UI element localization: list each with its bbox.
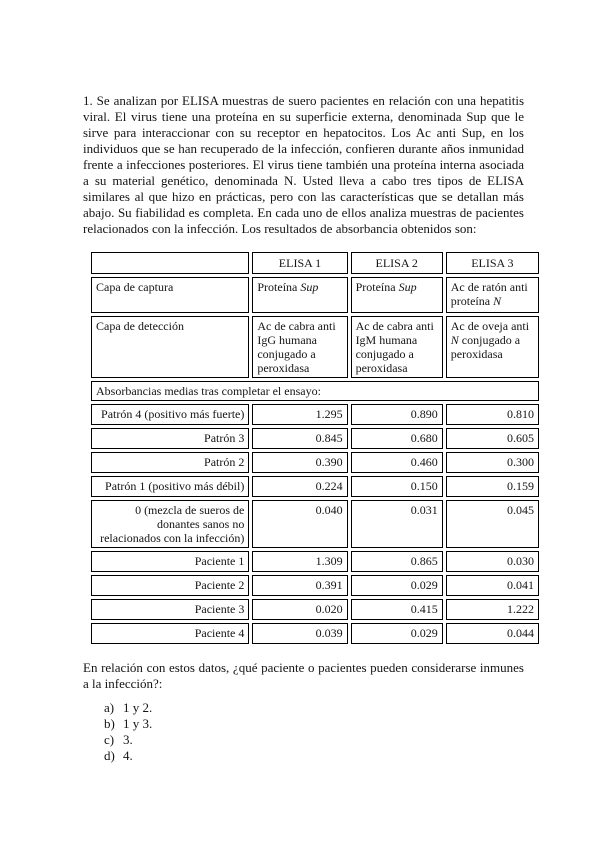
value-cell: 0.159 — [446, 476, 539, 497]
question-intro-paragraph: 1. Se analizan por ELISA muestras de suero pacientes en relación con una hepatitis viral. El virus tiene una proteína en su superficie externa, denominada Sup que le sirve para interaccionar con su receptor en hepatocitos. Los Ac anti Sup, en los individuos que se han recuperado de la infección, confieren durante años inmunidad frente a infecciones posteriores. El virus tiene también una proteína interna asociada a su material genético, denominada N. Usted lleva a cabo tres tipos de ELISA similares al que hizo en prácticas, pero con las características que se detallan más abajo. Su fiabilidad es completa. En cada uno de ellos analiza muestras de pacientes relacionados con la infección. Los resultados de absorbancia obtenidos son: — [83, 93, 524, 236]
value-cell: 0.391 — [252, 575, 347, 596]
value-cell: 0.030 — [446, 551, 539, 572]
value-cell: 0.041 — [446, 575, 539, 596]
value-cell: 0.029 — [351, 575, 443, 596]
column-header-elisa3: ELISA 3 — [446, 252, 539, 274]
option-text: 1 y 3. — [123, 716, 153, 731]
cell-text: conjugado a peroxidasa — [450, 333, 521, 361]
row-label: Paciente 1 — [91, 551, 249, 572]
row-label: Patrón 4 (positivo más fuerte) — [91, 404, 249, 425]
option-letter: b) — [104, 716, 115, 731]
cell-text-italic: Sup — [300, 280, 319, 294]
row-label-detection: Capa de detección — [91, 316, 249, 378]
value-cell: 0.029 — [351, 623, 443, 644]
question-paragraph: En relación con estos datos, ¿qué paciente o pacientes pueden considerarse inmunes a la infección?: — [83, 660, 524, 691]
elisa-results-table — [88, 249, 542, 647]
section-header-row — [91, 381, 539, 401]
capture-cell-elisa3 — [446, 277, 539, 313]
value-cell: 1.295 — [252, 404, 347, 425]
value-cell: 0.040 — [252, 500, 347, 548]
option-b — [104, 716, 524, 732]
table-row-patron1 — [91, 476, 539, 497]
capture-cell-elisa2 — [351, 277, 443, 313]
value-cell: 0.810 — [446, 404, 539, 425]
value-cell: 0.045 — [446, 500, 539, 548]
value-cell: 0.039 — [252, 623, 347, 644]
table-row-paciente1 — [91, 551, 539, 572]
section-header-absorbances: Absorbancias medias tras completar el ensayo: — [91, 381, 539, 401]
table-row-patron3 — [91, 428, 539, 449]
table-row-patron2 — [91, 452, 539, 473]
value-cell: 0.865 — [351, 551, 443, 572]
cell-text: Proteína — [355, 280, 399, 294]
row-label: Patrón 3 — [91, 428, 249, 449]
value-cell: 0.300 — [446, 452, 539, 473]
column-header-elisa1: ELISA 1 — [252, 252, 347, 274]
value-cell: 0.680 — [351, 428, 443, 449]
row-label-capture: Capa de captura — [91, 277, 249, 313]
cell-text: Ac de oveja anti — [450, 319, 530, 333]
option-text: 4. — [123, 748, 133, 763]
value-cell: 0.390 — [252, 452, 347, 473]
cell-text: Ac de cabra anti IgM humana conjugado a peroxidasa — [355, 319, 434, 375]
row-label: Patrón 2 — [91, 452, 249, 473]
option-letter: a) — [104, 700, 115, 715]
cell-text: Ac de cabra anti IgG humana conjugado a peroxidasa — [257, 319, 336, 375]
value-cell: 0.044 — [446, 623, 539, 644]
detection-cell-elisa3 — [446, 316, 539, 378]
value-cell: 0.845 — [252, 428, 347, 449]
cell-text: Proteína — [257, 280, 301, 294]
capture-layer-row — [91, 277, 539, 313]
cell-text-italic: N — [450, 333, 459, 347]
row-label: Paciente 2 — [91, 575, 249, 596]
cell-text-italic: Sup — [398, 280, 417, 294]
value-cell: 1.309 — [252, 551, 347, 572]
row-label: 0 (mezcla de sueros de donantes sanos no relacionados con la infección) — [91, 500, 249, 548]
table-header-row — [91, 252, 539, 274]
table-row-paciente3 — [91, 599, 539, 620]
detection-cell-elisa1 — [252, 316, 347, 378]
option-a — [104, 700, 524, 716]
option-c — [104, 732, 524, 748]
option-text: 1 y 2. — [123, 700, 153, 715]
value-cell: 0.031 — [351, 500, 443, 548]
option-letter: d) — [104, 748, 115, 763]
option-letter: c) — [104, 732, 115, 747]
value-cell: 0.415 — [351, 599, 443, 620]
blank-corner-cell — [91, 252, 249, 274]
value-cell: 0.224 — [252, 476, 347, 497]
value-cell: 0.460 — [351, 452, 443, 473]
detection-layer-row — [91, 316, 539, 378]
value-cell: 0.150 — [351, 476, 443, 497]
value-cell: 0.890 — [351, 404, 443, 425]
row-label: Paciente 4 — [91, 623, 249, 644]
value-cell: 1.222 — [446, 599, 539, 620]
table-row-control-zero — [91, 500, 539, 548]
table-row-paciente4 — [91, 623, 539, 644]
row-label: Patrón 1 (positivo más débil) — [91, 476, 249, 497]
row-label: Paciente 3 — [91, 599, 249, 620]
table-row-patron4 — [91, 404, 539, 425]
detection-cell-elisa2 — [351, 316, 443, 378]
column-header-elisa2: ELISA 2 — [351, 252, 443, 274]
value-cell: 0.605 — [446, 428, 539, 449]
option-text: 3. — [123, 732, 133, 747]
cell-text-italic: N — [493, 294, 502, 308]
cell-text: Ac de ratón anti proteína — [450, 280, 528, 308]
value-cell: 0.020 — [252, 599, 347, 620]
answer-options-list — [104, 700, 524, 764]
table-row-paciente2 — [91, 575, 539, 596]
option-d — [104, 748, 524, 764]
capture-cell-elisa1 — [252, 277, 347, 313]
